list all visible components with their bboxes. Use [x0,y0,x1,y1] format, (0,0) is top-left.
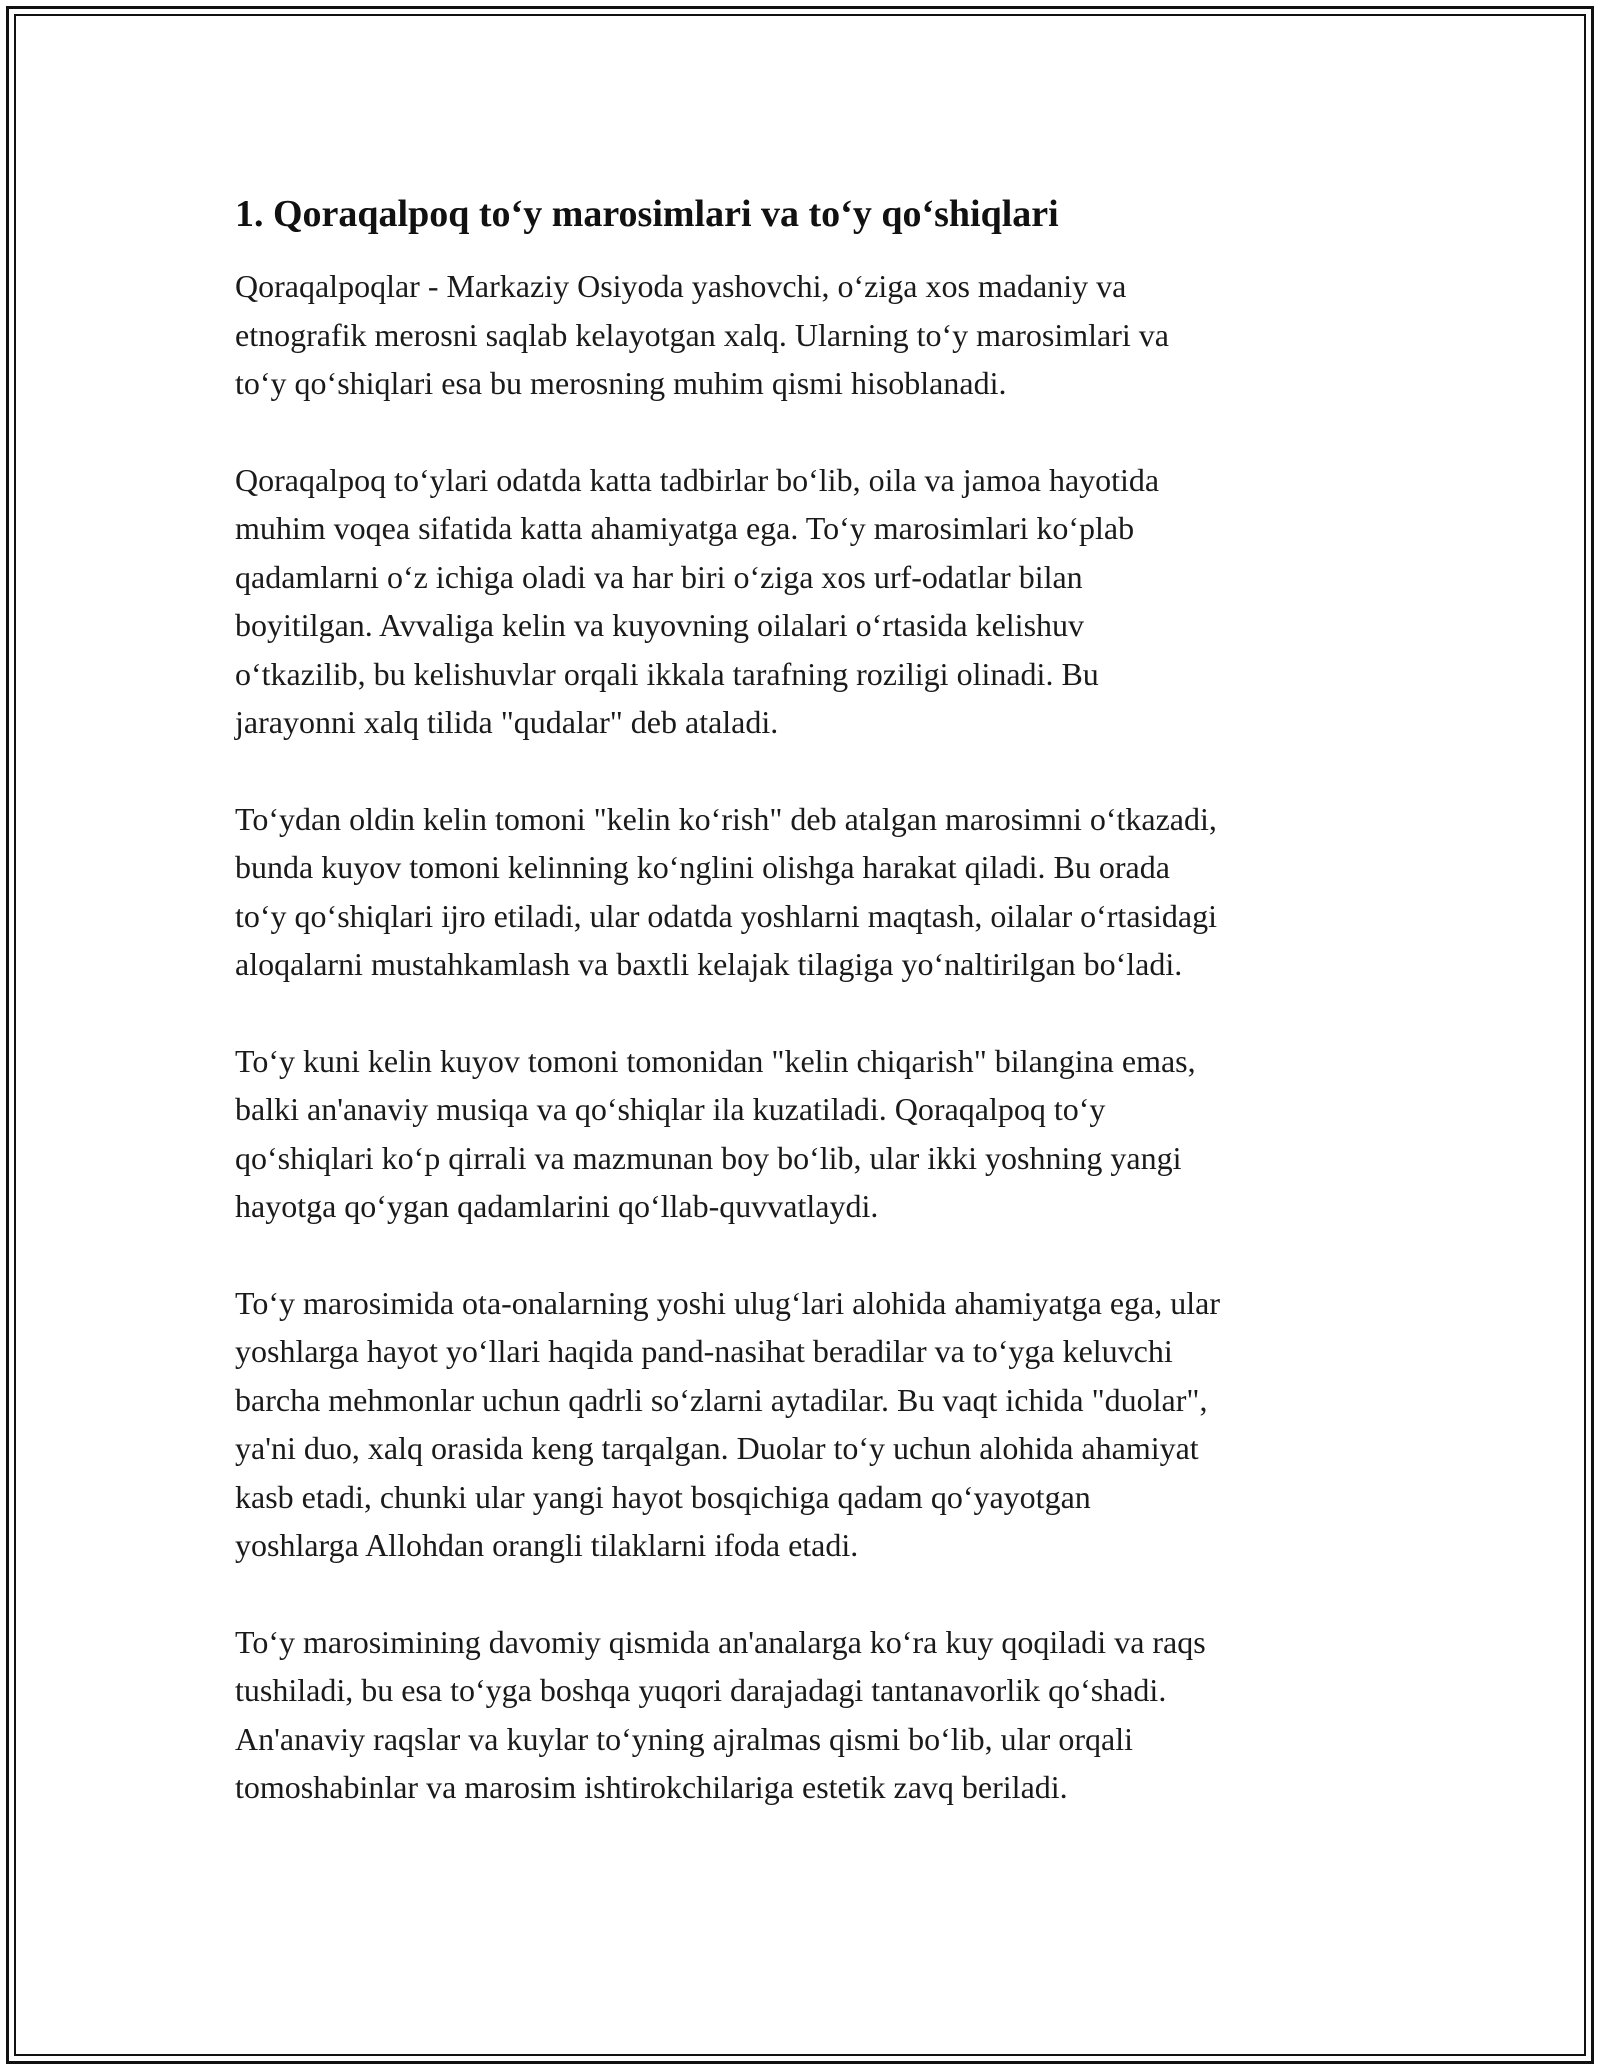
paragraph-line: kasb etadi, chunki ular yangi hayot bosqichiga qadam qo‘yayotgan [235,1478,1091,1515]
paragraph-line: balki an'anaviy musiqa va qo‘shiqlar ila kuzatiladi. Qoraqalpoq to‘y [235,1091,1106,1127]
paragraph-line: hayotga qo‘ygan qadamlarini qo‘llab-quvvatlaydi. [235,1188,879,1224]
paragraph-line: tomoshabinlar va marosim ishtirokchilariga estetik zavq beriladi. [235,1769,1068,1805]
paragraph-line: o‘tkazilib, bu kelishuvlar orqali ikkala tarafning roziligi olinadi. Bu [235,655,1099,692]
paragraph-line: yoshlarga hayot yo‘llari haqida pand-nasihat beradilar va to‘yga keluvchi [235,1333,1173,1369]
paragraph-line: tushiladi, bu esa to‘yga boshqa yuqori darajadagi tantanavorlik qo‘shadi. [235,1672,1167,1708]
paragraph-line: bunda kuyov tomoni kelinning ko‘nglini olishga harakat qiladi. Bu orada [235,849,1170,885]
paragraph-line: qo‘shiqlari ko‘p qirrali va mazmunan boy bo‘lib, ular ikki yoshning yangi [235,1139,1182,1176]
paragraph-line: to‘y qo‘shiqlari ijro etiladi, ular odatda yoshlarni maqtash, oilalar o‘rtasidagi [235,897,1217,934]
paragraph-line: boyitilgan. Avvaliga kelin va kuyovning oilalari o‘rtasida kelishuv [235,607,1085,643]
paragraph-line: to‘y qo‘shiqlari esa bu merosning muhim qismi hisoblanadi. [235,365,1007,401]
paragraph-line: jarayonni xalq tilida "qudalar" deb ataladi. [235,704,779,740]
paragraph-line: yoshlarga Allohdan orangli tilaklarni ifoda etadi. [235,1527,859,1563]
paragraph-line: Qoraqalpoq to‘ylari odatda katta tadbirlar bo‘lib, oila va jamoa hayotida [235,461,1160,498]
paragraph [235,262,1415,408]
paragraph-line: To‘ydan oldin kelin tomoni "kelin ko‘rish" deb atalgan marosimni o‘tkazadi, [235,800,1217,837]
paragraph-list [235,262,1415,1812]
paragraph [235,1037,1415,1231]
paragraph-line: aloqalarni mustahkamlash va baxtli kelajak tilagiga yo‘naltirilgan bo‘ladi. [235,946,1183,982]
paragraph [235,1618,1415,1812]
paragraph-line: To‘y marosimining davomiy qismida an'analarga ko‘ra kuy qoqiladi va raqs [235,1623,1206,1660]
paragraph-line: To‘y kuni kelin kuyov tomoni tomonidan "kelin chiqarish" bilangina emas, [235,1042,1196,1079]
paragraph-line: To‘y marosimida ota-onalarning yoshi ulug‘lari alohida ahamiyatga ega, ular [235,1284,1220,1321]
section-heading: 1. Qoraqalpoq to‘y marosimlari va to‘y qo‘shiqlari [235,193,1059,235]
paragraph-line: Qoraqalpoqlar - Markaziy Osiyoda yashovchi, o‘ziga xos madaniy va [235,268,1127,304]
paragraph [235,1279,1415,1570]
paragraph [235,456,1415,747]
paragraph [235,795,1415,989]
paragraph-line: barcha mehmonlar uchun qadrli so‘zlarni aytadilar. Bu vaqt ichida "duolar", [235,1381,1208,1418]
document-body [235,186,1415,1860]
paragraph-line: An'anaviy raqslar va kuylar to‘yning ajralmas qismi bo‘lib, ular orqali [235,1720,1133,1757]
paragraph-line: qadamlarni o‘z ichiga oladi va har biri o‘ziga xos urf-odatlar bilan [235,558,1083,595]
paragraph-line: muhim voqea sifatida katta ahamiyatga ega. To‘y marosimlari ko‘plab [235,510,1135,546]
paragraph-line: etnografik merosni saqlab kelayotgan xalq. Ularning to‘y marosimlari va [235,316,1169,353]
paragraph-line: ya'ni duo, xalq orasida keng tarqalgan. Duolar to‘y uchun alohida ahamiyat [235,1430,1199,1466]
